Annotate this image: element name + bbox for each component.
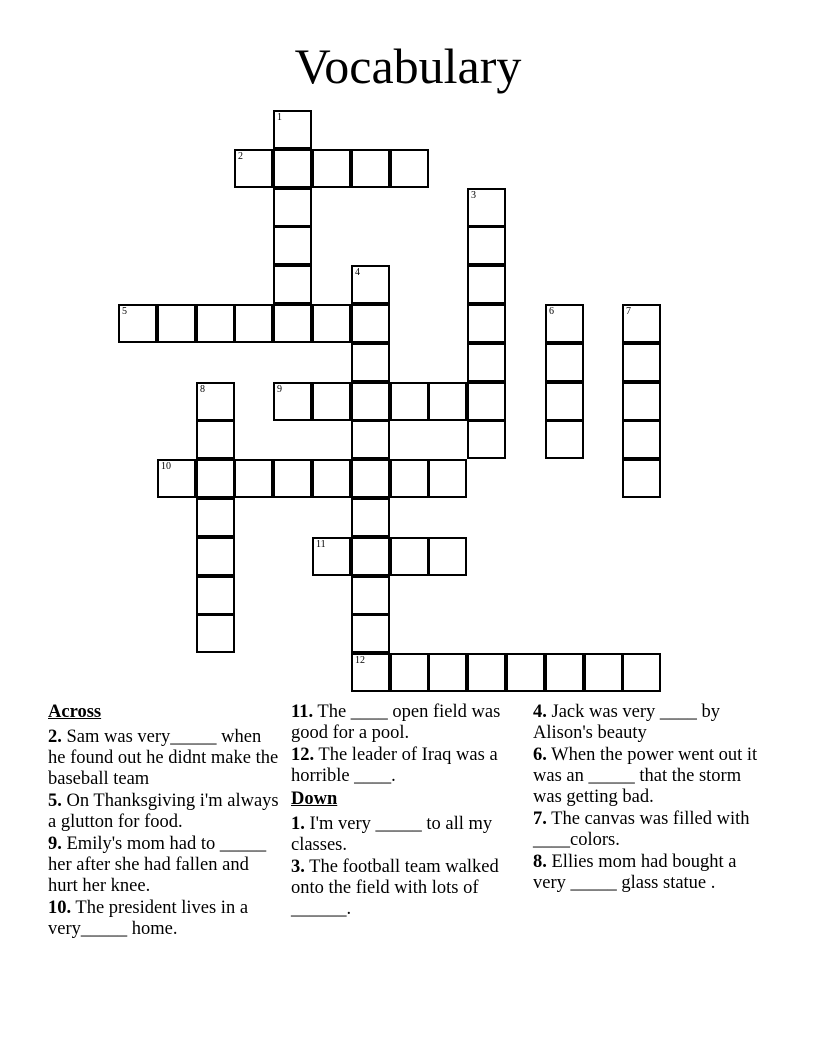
clue-across-11: 11. The ____ open field was good for a pool.: [291, 702, 501, 743]
cell-number: 11: [316, 539, 326, 550]
grid-cell[interactable]: [622, 653, 661, 692]
grid-cell[interactable]: [390, 382, 429, 421]
grid-cell[interactable]: [351, 265, 390, 304]
grid-cell[interactable]: [196, 537, 235, 576]
grid-cell[interactable]: [467, 304, 506, 343]
grid-cell[interactable]: [622, 304, 661, 343]
grid-cell[interactable]: [428, 653, 467, 692]
clue-down-3: 3. The football team walked onto the field with lots of ______.: [291, 857, 499, 919]
clue-across-12: 12. The leader of Iraq was a horrible ____.: [291, 745, 498, 786]
page-title: Vocabulary: [294, 38, 522, 94]
grid-cell[interactable]: [273, 304, 312, 343]
grid-cell[interactable]: [351, 343, 390, 382]
grid-cell[interactable]: [467, 653, 506, 692]
grid-cell[interactable]: [196, 576, 235, 615]
grid-cell[interactable]: [273, 188, 312, 227]
grid-cell[interactable]: [273, 149, 312, 188]
grid-cell[interactable]: [234, 149, 273, 188]
grid-cell[interactable]: [351, 459, 390, 498]
grid-cell[interactable]: [312, 149, 351, 188]
clues-column-2: [291, 702, 519, 921]
clue-down-6: 6. When the power went out it was an _____ that the storm was getting bad.: [533, 745, 758, 807]
grid-cell[interactable]: [622, 420, 661, 459]
grid-cell[interactable]: [351, 382, 390, 421]
grid-cell[interactable]: [622, 382, 661, 421]
clue-across-10: 10. The president lives in a very_____ home.: [48, 898, 249, 939]
cell-number: 6: [549, 306, 554, 317]
grid-cell[interactable]: [467, 226, 506, 265]
clue-down-8: 8. Ellies mom had bought a very _____ glass statue .: [533, 852, 737, 893]
grid-cell[interactable]: [196, 614, 235, 653]
grid-cell[interactable]: [467, 382, 506, 421]
across-heading: Across: [48, 702, 102, 722]
grid-cell[interactable]: [196, 498, 235, 537]
cell-number: 10: [161, 461, 171, 472]
grid-cell[interactable]: [351, 576, 390, 615]
grid-cell[interactable]: [428, 537, 467, 576]
grid-cell[interactable]: [545, 653, 584, 692]
clue-across-9: 9. Emily's mom had to _____ her after she had fallen and hurt her knee.: [48, 834, 267, 896]
grid-cell[interactable]: [351, 420, 390, 459]
grid-cell[interactable]: [545, 420, 584, 459]
grid-cell[interactable]: [273, 459, 312, 498]
grid-cell[interactable]: [312, 304, 351, 343]
grid-cell[interactable]: [351, 304, 390, 343]
clue-down-1: 1. I'm very _____ to all my classes.: [291, 814, 493, 855]
clue-down-7: 7. The canvas was filled with ____colors.: [533, 809, 750, 850]
grid-cell[interactable]: [428, 382, 467, 421]
grid-cell[interactable]: [622, 459, 661, 498]
grid-cell[interactable]: [351, 498, 390, 537]
grid-cell[interactable]: [351, 614, 390, 653]
grid-cell[interactable]: [234, 304, 273, 343]
cell-number: 2: [238, 151, 243, 162]
clues-column-1: [48, 702, 283, 941]
cell-number: 12: [355, 655, 365, 666]
grid-cell[interactable]: [196, 459, 235, 498]
down-heading: Down: [291, 789, 338, 809]
grid-cell[interactable]: [196, 382, 235, 421]
grid-cell[interactable]: [118, 304, 157, 343]
grid-cell[interactable]: [390, 149, 429, 188]
grid-cell[interactable]: [196, 420, 235, 459]
clue-across-5: 5. On Thanksgiving i'm always a glutton for food.: [48, 791, 279, 832]
cell-number: 5: [122, 306, 127, 317]
grid-cell[interactable]: [390, 459, 429, 498]
clue-across-2: 2. Sam was very_____ when he found out he didnt make the baseball team: [48, 727, 279, 789]
grid-cell[interactable]: [506, 653, 545, 692]
grid-cell[interactable]: [351, 653, 390, 692]
grid-cell[interactable]: [157, 304, 196, 343]
grid-cell[interactable]: [467, 420, 506, 459]
grid-cell[interactable]: [545, 382, 584, 421]
grid-cell[interactable]: [390, 537, 429, 576]
grid-cell[interactable]: [584, 653, 623, 692]
grid-cell[interactable]: [622, 343, 661, 382]
grid-cell[interactable]: [157, 459, 196, 498]
grid-cell[interactable]: [196, 304, 235, 343]
grid-cell[interactable]: [467, 343, 506, 382]
grid-cell[interactable]: [467, 188, 506, 227]
cell-number: 3: [471, 190, 476, 201]
grid-cell[interactable]: [273, 382, 312, 421]
cell-number: 7: [626, 306, 631, 317]
cell-number: 9: [277, 384, 282, 395]
grid-cell[interactable]: [312, 459, 351, 498]
grid-cell[interactable]: [273, 110, 312, 149]
cell-number: 8: [200, 384, 205, 395]
grid-cell[interactable]: [234, 459, 273, 498]
cell-number: 1: [277, 112, 282, 123]
grid-cell[interactable]: [312, 382, 351, 421]
grid-cell[interactable]: [351, 537, 390, 576]
grid-cell[interactable]: [351, 149, 390, 188]
grid-cell[interactable]: [312, 537, 351, 576]
grid-cell[interactable]: [467, 265, 506, 304]
clues-column-3: [533, 702, 773, 895]
clue-down-4: 4. Jack was very ____ by Alison's beauty: [533, 702, 721, 743]
grid-cell[interactable]: [273, 265, 312, 304]
grid-cell[interactable]: [545, 343, 584, 382]
grid-cell[interactable]: [428, 459, 467, 498]
grid-cell[interactable]: [390, 653, 429, 692]
grid-cell[interactable]: [545, 304, 584, 343]
grid-cell[interactable]: [273, 226, 312, 265]
cell-number: 4: [355, 267, 360, 278]
